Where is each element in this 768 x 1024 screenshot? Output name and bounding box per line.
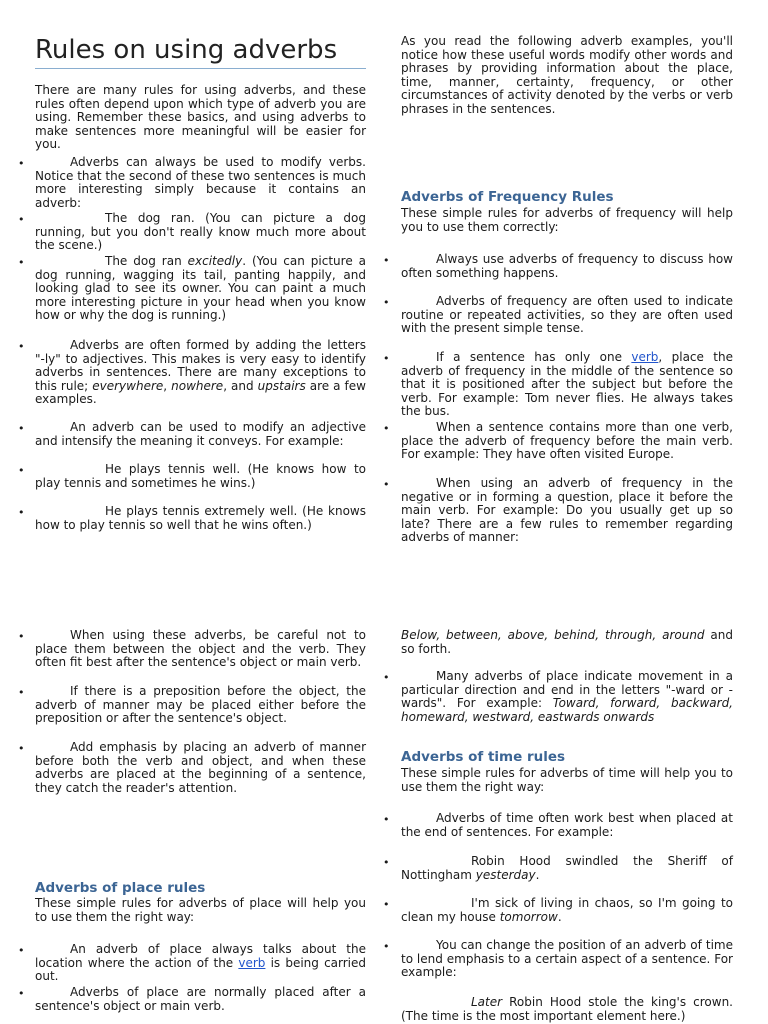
text-run: The dog ran [105,254,188,268]
text-run: . (You can picture a dog running, wagging its tail, panting happily, and looking glad to see its owner. You can paint a much more interesting picture in your head when you know how or why the dog is running.) [35,254,366,322]
bullet-marker: • [383,296,390,309]
text-run: , and [223,378,258,393]
text-run: If a sentence has only one [436,350,632,364]
text-run: . [535,867,540,882]
bullet-marker: • [18,506,25,519]
list-item [401,670,733,724]
bullet-marker: • [18,464,25,477]
list-item-text: Adverbs of time often work best when placed at the end of sentences. For example: [401,811,733,839]
text-run: An adverb of place always talks about the location where the action of the [35,942,366,970]
section-heading: Adverbs of time rules [401,749,566,765]
list-item [35,741,366,795]
list-item [401,939,733,980]
text-run: Many adverbs of place indicate movement in a particular direction and end in the letters "-ward or -wards". For example: [401,669,733,710]
bullet-marker: • [18,340,25,353]
list-item-text: When using an adverb of frequency in the negative or in forming a question, place it before the main verb. For example: Do you usually get up so late? There are a few rules to remember regarding adverbs of manner: [401,476,733,544]
bullet-marker: • [383,478,390,491]
list-item [35,986,366,1013]
list-item [401,351,733,419]
section-intro: These simple rules for adverbs of frequency will help you to use them correctly: [401,206,733,234]
section-heading: Adverbs of place rules [35,880,206,896]
emphasis-text: Below, between, above, behind, through, around [401,628,705,642]
list-item-text: He plays tennis well. (He knows how to play tennis and sometimes he wins.) [35,462,366,490]
text-run: Robin Hood stole the king's crown. (The time is the most important element here.) [401,995,733,1023]
list-item [401,855,733,882]
text-run: and so forth. [401,628,734,656]
list-item [35,685,366,726]
list-item [35,212,366,253]
list-item-text: If there is a preposition before the object, the adverb of manner may be placed either before the preposition or after the sentence's object. [35,684,366,725]
bullet-marker: • [18,256,25,269]
verb-link[interactable]: verb [631,350,659,364]
page-title: Rules on using adverbs [35,35,338,65]
text-run: is being carried out. [35,955,367,983]
list-item [35,505,366,532]
section-heading: Adverbs of Frequency Rules [401,189,614,205]
text-run: , place the adverb of frequency in the middle of the sentence so that it is positioned after the subject but before the verb. For example: Tom never flies. He always takes the bus. [401,350,733,418]
list-item-text: Add emphasis by placing an adverb of manner before both the verb and object, and when these adverbs are placed at the beginning of a sentence, they catch the reader's attention. [35,740,366,795]
list-item-example [401,996,733,1023]
emphasis-text: yesterday [475,867,536,882]
bullet-marker: • [383,856,390,869]
bullet-marker: • [383,422,390,435]
bullet-marker: • [18,987,25,1000]
bullet-marker: • [383,940,390,953]
list-item [35,339,366,407]
emphasis-text: upstairs [257,378,306,393]
verb-link[interactable]: verb [238,955,266,970]
text-run: Adverbs are often formed by adding the letters "-ly" to adjectives. This makes is very easy to identify adverbs in sentences. There are many exceptions to this rule; [35,338,366,393]
text-run: , [163,378,172,393]
bullet-marker: • [383,671,390,684]
emphasis-text: tomorrow [499,909,558,924]
list-item-text: When a sentence contains more than one verb, place the adverb of frequency before the main verb. For example: They have often visited Europe. [401,420,733,461]
list-item [35,255,366,323]
list-item [401,812,733,839]
text-run: . [557,909,562,924]
list-item-text: You can change the position of an adverb of time to lend emphasis to a certain aspect of a sentence. For example: [401,938,733,979]
emphasis-text: Later [471,995,503,1009]
list-item [401,295,733,336]
list-item-text: Adverbs of frequency are often used to indicate routine or repeated activities, so they are often used with the present simple tense. [401,294,733,335]
bullet-marker: • [383,254,390,267]
list-item-text: An adverb can be used to modify an adjective and intensify the meaning it conveys. For example: [35,420,366,448]
list-item [35,943,366,984]
list-item-text: He plays tennis extremely well. (He knows how to play tennis so well that he wins often.) [35,504,366,532]
list-item-text: The dog ran. (You can picture a dog running, but you don't really know much more about the scene.) [35,211,366,252]
list-item [35,156,366,210]
list-item-text: When using these adverbs, be careful not to place them between the object and the verb. They often fit best after the sentence's object or main verb. [35,628,366,669]
bullet-marker: • [383,352,390,365]
list-item-text: Adverbs can always be used to modify verbs. Notice that the second of these two sentences is much more interesting simply because it contains an adverb: [35,155,366,210]
bullet-marker: • [18,422,25,435]
section-intro: These simple rules for adverbs of time will help you to use them the right way: [401,766,733,794]
list-item [401,253,733,280]
bullet-marker: • [383,898,390,911]
continued-paragraph [401,629,733,656]
bullet-marker: • [18,742,25,755]
bullet-marker: • [18,686,25,699]
text-run: Robin Hood swindled the Sheriff of Nottingham [401,854,733,882]
emphasis-text: nowhere [171,378,224,393]
bullet-marker: • [18,213,25,226]
bullet-marker: • [18,944,25,957]
bullet-marker: • [18,630,25,643]
list-item [35,421,366,448]
section-intro: These simple rules for adverbs of place will help you to use them the right way: [35,896,366,924]
list-item-text: Adverbs of place are normally placed after a sentence's object or main verb. [35,985,366,1013]
text-run: I'm sick of living in chaos, so I'm going to clean my house [401,896,733,924]
list-item [401,897,733,924]
text-run: are a few examples. [35,378,366,406]
emphasis-text: excitedly [187,254,243,268]
bullet-marker: • [383,813,390,826]
list-item [401,477,733,545]
list-item-text: Always use adverbs of frequency to discuss how often something happens. [401,252,733,280]
emphasis-text: Toward, forward, backward, homeward, westward, eastwards onwards [401,696,734,724]
list-item [35,629,366,670]
list-item [401,421,733,462]
emphasis-text: everywhere [92,378,164,393]
bullet-marker: • [18,157,25,170]
title-divider [35,68,366,69]
list-item [35,463,366,490]
intro-paragraph: As you read the following adverb examples, you'll notice how these useful words modify other words and phrases by providing information about the place, time, manner, certainty, frequency, or other circumstances of activity denoted by the verbs or verb phrases in the sentences. [401,34,733,116]
intro-paragraph: There are many rules for using adverbs, and these rules often depend upon which type of adverb you are using. Remember these basics, and using adverbs to make sentences more meaningful will be easier for you. [35,83,366,151]
